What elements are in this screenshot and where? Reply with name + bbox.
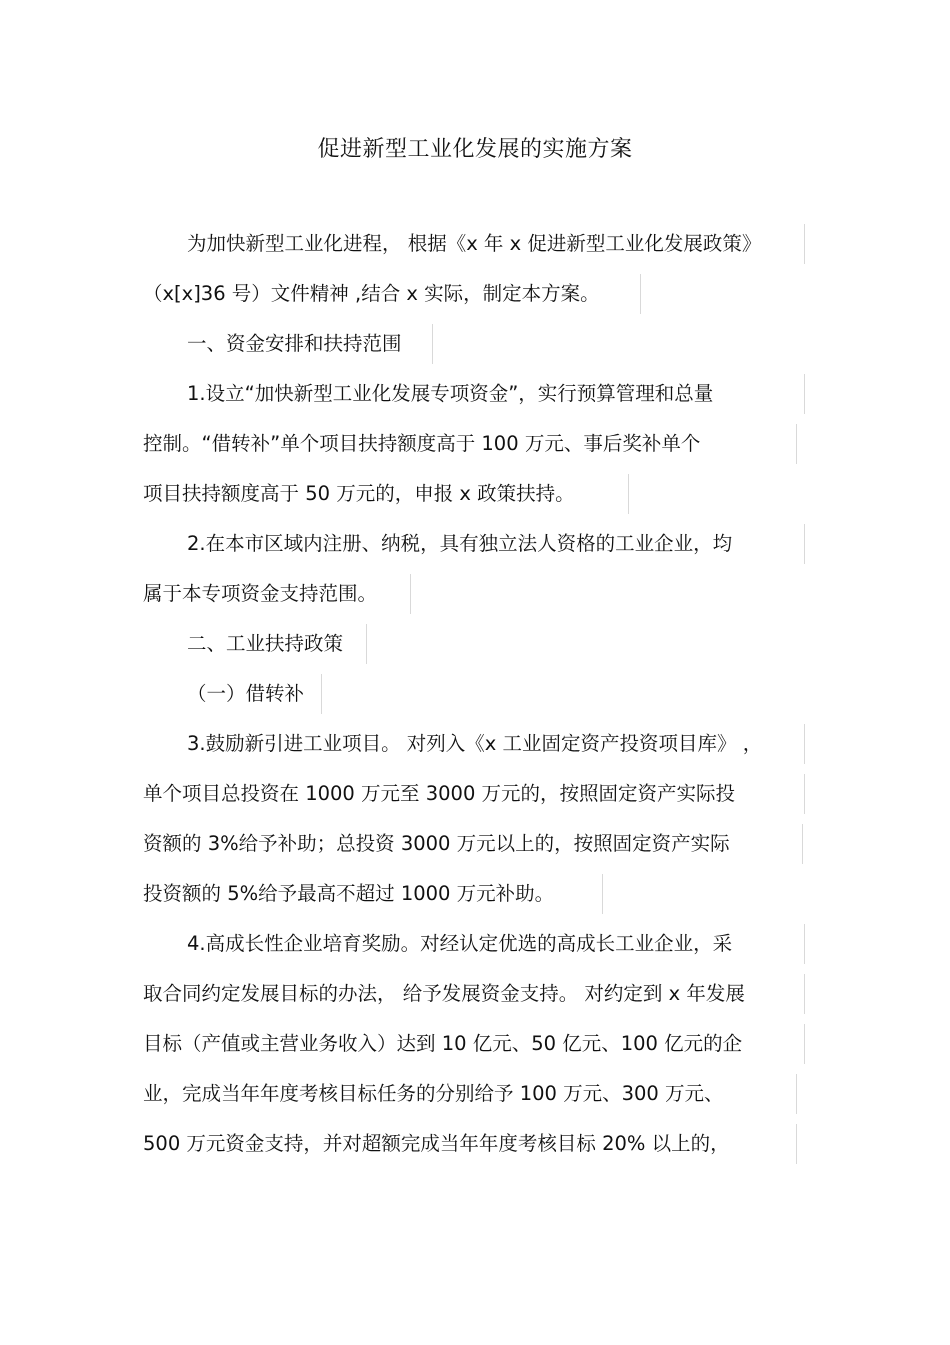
body-line-6: 项目扶持额度高于 50 万元的，申报 x 政策扶持。: [143, 474, 629, 514]
body-line-1: 为加快新型工业化进程， 根据《x 年 x 促进新型工业化发展政策》: [187, 224, 805, 264]
document-title: 促进新型工业化发展的实施方案: [317, 137, 633, 162]
body-line-13: 资额的 3%给予补助；总投资 3000 万元以上的，按照固定资产实际: [143, 824, 803, 864]
body-line-11: 3.鼓励新引进工业项目。 对列入《x 工业固定资产投资项目库》 ，: [187, 724, 805, 764]
body-line-14: 投资额的 5%给予最高不超过 1000 万元补助。: [143, 874, 603, 914]
section-heading-2: 二、工业扶持政策: [187, 624, 367, 664]
body-line-8: 属于本专项资金支持范围。: [143, 574, 411, 614]
body-line-19: 500 万元资金支持，并对超额完成当年年度考核目标 20% 以上的，: [143, 1124, 797, 1164]
body-line-12: 单个项目总投资在 1000 万元至 3000 万元的，按照固定资产实际投: [143, 774, 805, 814]
body-line-4: 1.设立“加快新型工业化发展专项资金”，实行预算管理和总量: [187, 374, 805, 414]
body-line-5: 控制。“借转补”单个项目扶持额度高于 100 万元、事后奖补单个: [143, 424, 797, 464]
body-line-17: 目标（产值或主营业务收入）达到 10 亿元、50 亿元、100 亿元的企: [143, 1024, 805, 1064]
body-line-18: 业，完成当年年度考核目标任务的分别给予 100 万元、300 万元、: [143, 1074, 797, 1114]
body-line-7: 2.在本市区域内注册、纳税，具有独立法人资格的工业企业，均: [187, 524, 805, 564]
body-line-15: 4.高成长性企业培育奖励。对经认定优选的高成长工业企业，采: [187, 924, 805, 964]
body-line-16: 取合同约定发展目标的办法， 给予发展资金支持。 对约定到 x 年发展: [143, 974, 805, 1014]
body-line-2: （x[x]36 号）文件精神 ,结合 x 实际，制定本方案。: [143, 274, 641, 314]
section-heading-1: 一、资金安排和扶持范围: [187, 324, 433, 364]
subsection-heading-1: （一）借转补: [187, 674, 322, 714]
